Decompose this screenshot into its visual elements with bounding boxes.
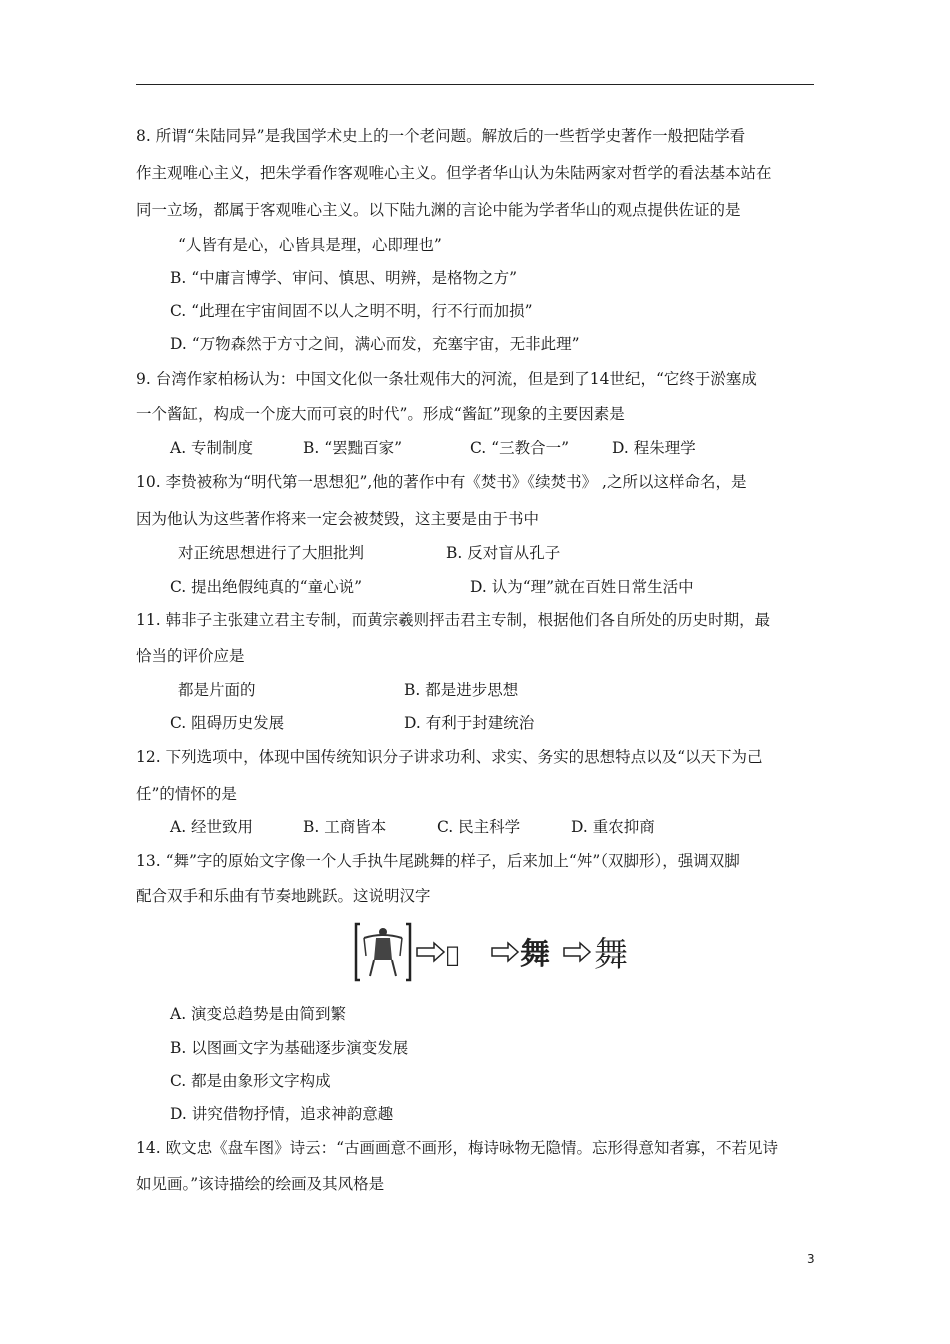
q13-option-a[interactable]: A. 演变总趋势是由简到繁 [170,1005,347,1023]
q13-option-b[interactable]: B. 以图画文字为基础逐步演变发展 [170,1039,409,1057]
glyph-stage-4: 舞 [594,935,628,975]
q10-option-b[interactable]: B. 反对盲从孔子 [446,544,561,562]
page-number: 3 [807,1252,815,1266]
q9-stem-line2: 一个酱缸，构成一个庞大而可哀的时代”。形成“酱缸”现象的主要因素是 [136,405,625,423]
q8-stem-line2: 作主观唯心主义，把朱学看作客观唯心主义。但学者华山认为朱陆两家对哲学的看法基本站在 [136,164,772,182]
q10-stem-line1: 10. 李贽被称为“明代第一思想犯”,他的著作中有《焚书》《续焚书》 ,之所以这样命名，是 [136,473,747,491]
q8-stem-line1: 8. 所谓“朱陆同异”是我国学术史上的一个老问题。解放后的一些哲学史著作一般把陆学看 [136,127,746,145]
q10-option-d[interactable]: D. 认为“理”就在百姓日常生活中 [470,578,694,596]
q13-stem-line2: 配合双手和乐曲有节奏地跳跃。这说明汉字 [136,887,431,905]
q12-stem-line2: 任”的情怀的是 [136,785,237,803]
q14-stem-line1: 14. 欧文忠《盘车图》诗云：“古画画意不画形，梅诗咏物无隐情。忘形得意知者寡，不若见诗 [136,1139,779,1157]
q11-option-b[interactable]: B. 都是进步思想 [404,681,519,699]
arrow-icon [417,943,444,961]
arrow-icon [492,943,518,961]
q11-option-a[interactable]: 都是片面的 [178,681,256,699]
q8-option-d[interactable]: D. “万物森然于方寸之间，满心而发，充塞宇宙，无非此理” [170,335,580,353]
q12-option-b[interactable]: B. 工商皆本 [303,818,387,836]
q12-option-a[interactable]: A. 经世致用 [170,818,254,836]
wu-character-evolution-figure [354,918,634,986]
glyph-stage-3: 舞 [520,937,550,972]
q11-option-c[interactable]: C. 阻碍历史发展 [170,714,285,732]
q13-option-d[interactable]: D. 讲究借物抒情，追求神韵意趣 [170,1105,394,1123]
q9-option-b[interactable]: B. “罢黜百家” [303,439,403,457]
glyph-stage-2: 𣞤 [446,943,460,968]
q10-option-c[interactable]: C. 提出绝假纯真的“童心说” [170,578,363,596]
pictograph-dancer-icon [356,924,410,980]
q9-option-a[interactable]: A. 专制制度 [170,439,254,457]
q12-option-c[interactable]: C. 民主科学 [437,818,521,836]
q11-option-d[interactable]: D. 有利于封建统治 [404,714,535,732]
header-rule [136,84,814,85]
q14-stem-line2: 如见画。”该诗描绘的绘画及其风格是 [136,1175,385,1193]
q8-option-b[interactable]: B. “中庸言博学、审问、慎思、明辨，是格物之方” [170,269,518,287]
q8-option-a[interactable]: “人皆有是心，心皆具是理，心即理也” [178,236,442,254]
arrow-icon [564,943,590,961]
q12-option-d[interactable]: D. 重农抑商 [571,818,655,836]
q10-stem-line2: 因为他认为这些著作将来一定会被焚毁，这主要是由于书中 [136,510,540,528]
q13-option-c[interactable]: C. 都是由象形文字构成 [170,1072,331,1090]
q9-stem-line1: 9. 台湾作家柏杨认为：中国文化似一条壮观伟大的河流，但是到了14世纪，“它终于淤塞成 [136,370,757,388]
q13-stem-line1: 13. “舞”字的原始文字像一个人手执牛尾跳舞的样子，后来加上“舛”（双脚形），强调双脚 [136,852,740,870]
q8-stem-line3: 同一立场，都属于客观唯心主义。以下陆九渊的言论中能为学者华山的观点提供佐证的是 [136,201,741,219]
q8-option-c[interactable]: C. “此理在宇宙间固不以人之明不明，行不行而加损” [170,302,533,320]
q11-stem-line1: 11. 韩非子主张建立君主专制，而黄宗羲则抨击君主专制，根据他们各自所处的历史时期，最 [136,611,771,629]
q10-option-a[interactable]: 对正统思想进行了大胆批判 [178,544,365,562]
q9-option-c[interactable]: C. “三教合一” [470,439,570,457]
q9-option-d[interactable]: D. 程朱理学 [612,439,696,457]
q12-stem-line1: 12. 下列选项中，体现中国传统知识分子讲求功利、求实、务实的思想特点以及“以天下为己 [136,748,763,766]
q11-stem-line2: 恰当的评价应是 [136,647,245,665]
